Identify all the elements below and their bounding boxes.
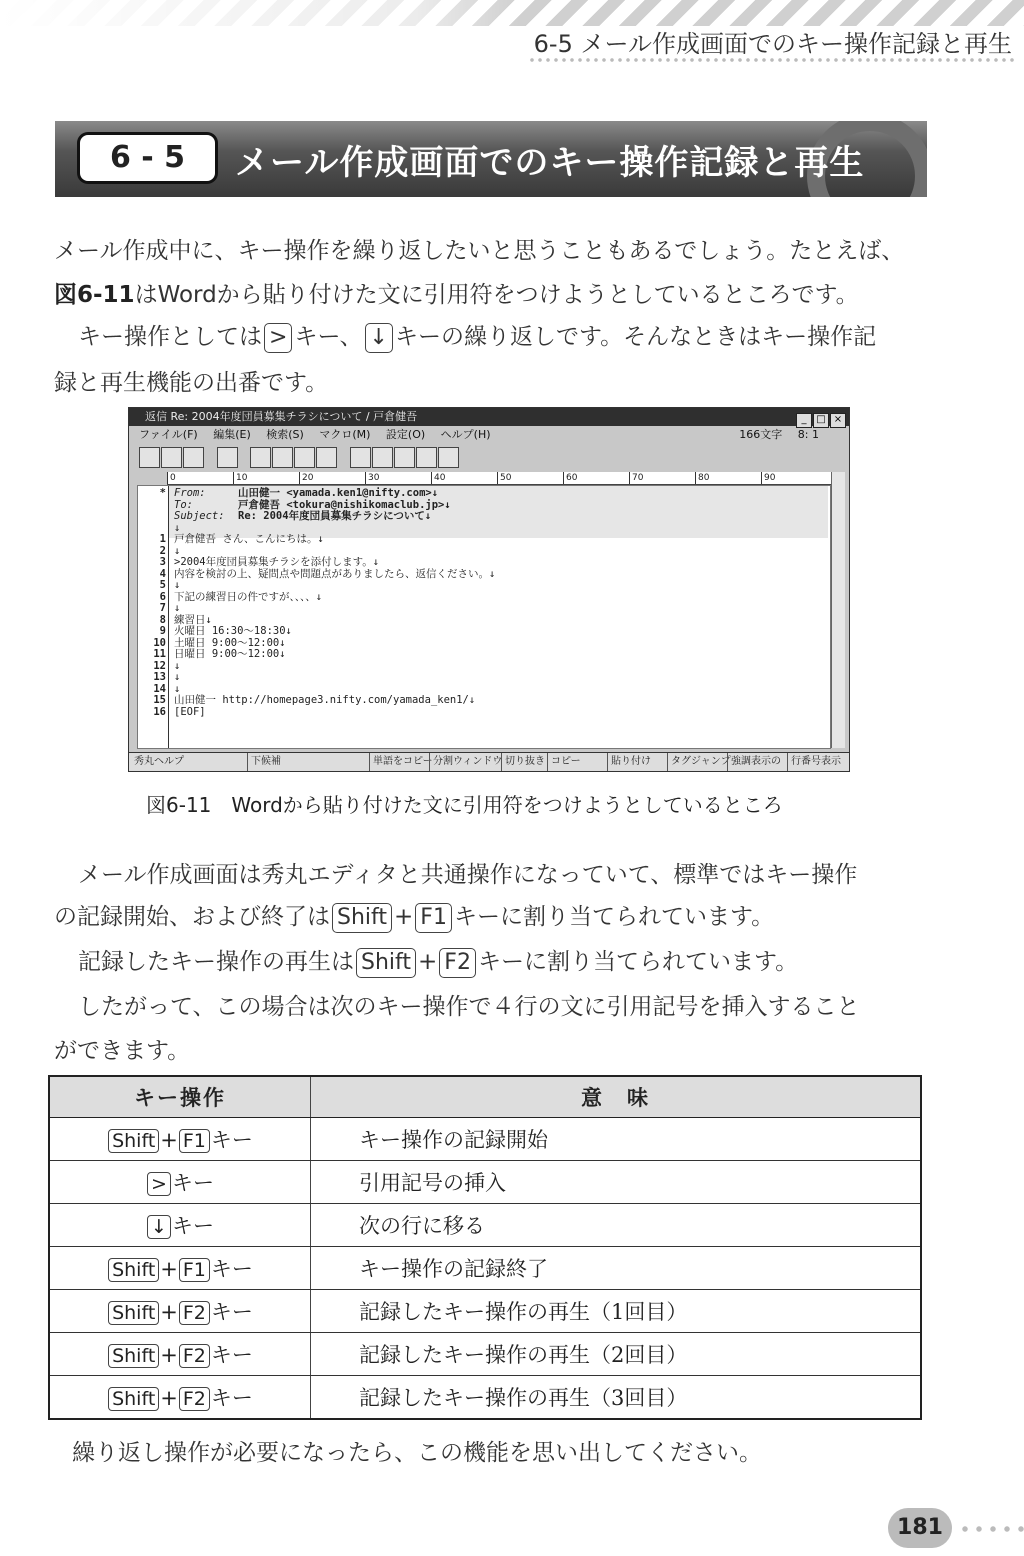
key-cell bbox=[49, 1376, 311, 1420]
editor-line bbox=[138, 556, 380, 569]
toolbar bbox=[129, 444, 849, 470]
line-number: 15 bbox=[153, 694, 166, 706]
key-cell bbox=[49, 1118, 311, 1161]
mail-header-line bbox=[138, 487, 439, 500]
key-down-arrow: ↓ bbox=[365, 323, 393, 353]
intro-line-3-b: キー、 bbox=[294, 324, 363, 350]
body-p1-line-2 bbox=[54, 898, 934, 933]
line-number: 9 bbox=[159, 625, 166, 637]
minimize-icon[interactable]: _ bbox=[796, 413, 812, 428]
header-meaning: 意 味 bbox=[311, 1076, 922, 1118]
section-banner bbox=[55, 121, 927, 197]
function-key-4[interactable]: 分割ウィンドウ bbox=[429, 753, 502, 771]
line-text: 練習日↓ bbox=[174, 613, 212, 626]
line-text: 火曜日 16:30〜18:30↓ bbox=[174, 625, 292, 637]
section-number: 6 - 5 bbox=[80, 135, 215, 181]
body-p1-a: の記録開始、および終了は bbox=[54, 904, 330, 930]
table-header-row bbox=[49, 1076, 921, 1118]
meaning-cell: 記録したキー操作の再生（3回目） bbox=[311, 1376, 922, 1420]
editor-line bbox=[138, 705, 206, 719]
menu-file[interactable]: ファイル(F) bbox=[139, 428, 198, 441]
key-suffix: キー bbox=[210, 1128, 253, 1152]
paste-icon[interactable] bbox=[316, 447, 337, 468]
line-number: 13 bbox=[153, 671, 166, 683]
intro-line-1: メール作成中に、キー操作を繰り返したいと思うこともあるでしょう。たとえば、 bbox=[54, 238, 905, 264]
key-operation-table bbox=[48, 1075, 922, 1420]
plus-sign: + bbox=[160, 1300, 178, 1324]
plus-sign: + bbox=[394, 904, 414, 930]
line-number: 3 bbox=[159, 556, 166, 568]
meaning-cell: 次の行に移る bbox=[311, 1204, 922, 1247]
line-text: ↓ bbox=[174, 602, 181, 614]
table-row bbox=[49, 1333, 921, 1376]
line-text: >2004年度団員募集チラシを添付します。↓ bbox=[174, 556, 380, 568]
header-marker: * bbox=[159, 487, 166, 499]
menu-help[interactable]: ヘルプ(H) bbox=[440, 428, 491, 441]
closing-text: 繰り返し操作が必要になったら、この機能を思い出してください。 bbox=[72, 1440, 762, 1466]
line-text: ↓ bbox=[174, 521, 181, 534]
menu-edit[interactable]: 編集(E) bbox=[213, 428, 251, 441]
line-number: 16 bbox=[153, 705, 166, 718]
line-text: ↓ bbox=[174, 544, 181, 557]
editor-line bbox=[138, 579, 181, 592]
key-cap: F1 bbox=[179, 1129, 210, 1153]
line-text: 土曜日 9:00〜12:00↓ bbox=[174, 636, 286, 649]
menu-settings[interactable]: 設定(O) bbox=[385, 428, 426, 441]
editor-screenshot bbox=[128, 407, 850, 772]
line-text: 戸倉健吾 さん、こんにちは。↓ bbox=[174, 533, 324, 545]
running-header: 6-5 メール作成画面でのキー操作記録と再生 bbox=[533, 30, 1012, 58]
save-icon[interactable] bbox=[350, 447, 371, 468]
function-key-7[interactable]: 貼り付け bbox=[607, 753, 651, 771]
key-greater-than: > bbox=[264, 323, 292, 353]
plus-sign: + bbox=[160, 1257, 178, 1281]
header-stripes-fade bbox=[0, 0, 520, 26]
editor-text-area[interactable] bbox=[137, 485, 831, 749]
table-row bbox=[49, 1118, 921, 1161]
key-cap: Shift bbox=[108, 1344, 159, 1368]
meaning-cell: キー操作の記録開始 bbox=[311, 1118, 922, 1161]
key-cap: F1 bbox=[179, 1258, 210, 1282]
line-number: 1 bbox=[159, 533, 166, 545]
editor-line bbox=[138, 694, 476, 707]
key-cell bbox=[49, 1161, 311, 1204]
line-number: 4 bbox=[159, 567, 166, 580]
key-cap: Shift bbox=[108, 1129, 159, 1153]
close-icon[interactable]: × bbox=[830, 413, 846, 428]
line-number: 8 bbox=[159, 613, 166, 626]
line-number: 14 bbox=[153, 682, 166, 695]
cursor-position: 8: 1 bbox=[797, 428, 819, 441]
header-value: 山田健一 <yamada.ken1@nifty.com>↓ bbox=[238, 487, 439, 499]
header-value: Re: 2004年度団員募集チラシについて↓ bbox=[238, 510, 432, 522]
ruler-mark: 40 bbox=[431, 472, 497, 484]
ruler-mark: 90 bbox=[761, 472, 827, 484]
intro-line-3-a: キー操作としては bbox=[78, 324, 262, 350]
body-p1-b: キーに割り当てられています。 bbox=[453, 904, 775, 930]
line-number: 11 bbox=[153, 648, 166, 660]
editor-line bbox=[138, 533, 324, 546]
maximize-icon[interactable]: □ bbox=[813, 413, 829, 428]
send-now-icon[interactable] bbox=[161, 447, 182, 468]
table-row bbox=[49, 1247, 921, 1290]
line-text: 山田健一 http://homepage3.nifty.com/yamada_ken1/↓ bbox=[174, 694, 476, 706]
line-number: 7 bbox=[159, 602, 166, 614]
figure-reference: 図6-11 bbox=[54, 282, 135, 308]
line-text: [EOF] bbox=[174, 705, 206, 718]
line-number: 10 bbox=[153, 636, 166, 649]
meaning-cell: キー操作の記録終了 bbox=[311, 1247, 922, 1290]
ruler-mark: 50 bbox=[497, 472, 563, 484]
editor-line bbox=[138, 625, 292, 638]
table-row bbox=[49, 1376, 921, 1420]
key-cap: F2 bbox=[179, 1387, 210, 1411]
intro-line-4: 録と再生機能の出番です。 bbox=[54, 370, 329, 396]
table-row bbox=[49, 1290, 921, 1333]
function-key-5[interactable]: 切り抜き bbox=[501, 753, 545, 771]
ruler-mark: 60 bbox=[563, 472, 629, 484]
editor-line bbox=[138, 671, 181, 684]
page-number: 181 bbox=[888, 1508, 952, 1548]
key-suffix: キー bbox=[210, 1300, 253, 1324]
function-key-10[interactable]: 行番号表示 bbox=[787, 753, 841, 771]
line-text: 下記の練習日の件ですが、、、、↓ bbox=[174, 590, 323, 603]
plus-sign: + bbox=[160, 1128, 178, 1152]
editor-line bbox=[138, 602, 181, 615]
editor-line bbox=[138, 648, 286, 661]
key-suffix: キー bbox=[210, 1257, 253, 1281]
cut-icon[interactable] bbox=[294, 447, 315, 468]
attach-icon[interactable] bbox=[217, 447, 238, 468]
window-titlebar bbox=[129, 408, 849, 426]
plus-sign: + bbox=[160, 1386, 178, 1410]
key-suffix: キー bbox=[210, 1386, 253, 1410]
page-number-dots bbox=[958, 1526, 1024, 1532]
ruler-mark: 0 bbox=[167, 472, 233, 484]
body-p3-line-1: したがって、この場合は次のキー操作で４行の文に引用記号を挿入すること bbox=[78, 994, 860, 1020]
key-cell bbox=[49, 1204, 311, 1247]
key-cap: Shift bbox=[108, 1387, 159, 1411]
intro-line-2 bbox=[54, 276, 934, 309]
ruler bbox=[167, 472, 837, 485]
line-text: ↓ bbox=[174, 659, 181, 672]
body-p3-line-2: ができます。 bbox=[54, 1038, 191, 1064]
figure-caption: 図6-11 Wordから貼り付けた文に引用符をつけようとしているところ bbox=[146, 793, 783, 817]
header-line-text bbox=[174, 511, 431, 523]
undo-icon[interactable] bbox=[250, 447, 271, 468]
ruler-mark: 70 bbox=[629, 472, 695, 484]
key-cap: Shift bbox=[108, 1258, 159, 1282]
meaning-cell: 記録したキー操作の再生（2回目） bbox=[311, 1333, 922, 1376]
key-suffix: キー bbox=[171, 1171, 214, 1195]
header-key-operation: キー操作 bbox=[49, 1076, 311, 1118]
ruler-mark: 30 bbox=[365, 472, 431, 484]
body-p2 bbox=[78, 943, 958, 978]
address-book-icon[interactable] bbox=[183, 447, 204, 468]
line-number: 2 bbox=[159, 544, 166, 557]
key-cap: F2 bbox=[179, 1344, 210, 1368]
key-f2: F2 bbox=[439, 948, 476, 978]
key-suffix: キー bbox=[171, 1214, 214, 1238]
spellcheck-icon[interactable] bbox=[438, 447, 459, 468]
section-title: メール作成画面でのキー操作記録と再生 bbox=[235, 143, 865, 183]
header-label: Subject: bbox=[174, 510, 225, 522]
char-status bbox=[739, 426, 831, 444]
line-text: 内容を検討の上、疑問点や問題点がありましたら、返信ください。↓ bbox=[174, 567, 496, 580]
line-text: ↓ bbox=[174, 579, 181, 591]
key-shift: Shift bbox=[332, 903, 392, 933]
key-cell bbox=[49, 1333, 311, 1376]
menu-macro[interactable]: マクロ(M) bbox=[319, 428, 371, 441]
ruler-mark: 80 bbox=[695, 472, 761, 484]
copy-icon[interactable] bbox=[272, 447, 293, 468]
find-prev-icon[interactable] bbox=[416, 447, 437, 468]
intro-line-2-text: はWordから貼り付けた文に引用符をつけようとしているところです。 bbox=[134, 282, 859, 308]
body-p1-line-1: メール作成画面は秀丸エディタと共通操作になっていて、標準ではキー操作 bbox=[78, 862, 858, 888]
mail-header-line bbox=[138, 498, 451, 512]
find-icon[interactable] bbox=[372, 447, 393, 468]
find-next-icon[interactable] bbox=[394, 447, 415, 468]
plus-sign: + bbox=[418, 949, 438, 975]
key-cap: Shift bbox=[108, 1301, 159, 1325]
send-later-icon[interactable] bbox=[139, 447, 160, 468]
function-key-9[interactable]: 強調表示の bbox=[727, 753, 781, 771]
key-cap: F2 bbox=[179, 1301, 210, 1325]
ruler-mark: 20 bbox=[299, 472, 365, 484]
line-number: 12 bbox=[153, 659, 166, 672]
body-p2-a: 記録したキー操作の再生は bbox=[78, 949, 354, 975]
plus-sign: + bbox=[160, 1343, 178, 1367]
key-shift: Shift bbox=[356, 948, 416, 978]
function-key-8[interactable]: タグジャンプ bbox=[667, 753, 731, 771]
char-count: 166文字 bbox=[739, 428, 783, 441]
key-f1: F1 bbox=[415, 903, 452, 933]
body-p2-b: キーに割り当てられています。 bbox=[477, 949, 799, 975]
key-cell bbox=[49, 1290, 311, 1333]
header-dot-rule bbox=[528, 58, 1018, 62]
window-title: 返信 Re: 2004年度団員募集チラシについて / 戸倉健吾 bbox=[145, 410, 418, 423]
key-cell bbox=[49, 1247, 311, 1290]
line-number: 5 bbox=[159, 579, 166, 591]
function-key-bar bbox=[129, 752, 849, 771]
table-row bbox=[49, 1161, 921, 1204]
line-text: ↓ bbox=[174, 671, 181, 683]
key-suffix: キー bbox=[210, 1343, 253, 1367]
function-key-6[interactable]: コピー bbox=[547, 753, 581, 771]
key-cap: > bbox=[147, 1172, 171, 1196]
header-label: From: bbox=[174, 487, 206, 499]
function-key-1[interactable]: 秀丸ヘルプ bbox=[134, 756, 184, 767]
key-cap: ↓ bbox=[147, 1215, 171, 1239]
meaning-cell: 引用記号の挿入 bbox=[311, 1161, 922, 1204]
menu-search[interactable]: 検索(S) bbox=[266, 428, 304, 441]
line-text: 日曜日 9:00〜12:00↓ bbox=[174, 648, 286, 660]
meaning-cell: 記録したキー操作の再生（1回目） bbox=[311, 1290, 922, 1333]
line-text: ↓ bbox=[174, 682, 181, 695]
function-key-3[interactable]: 単語をコピー bbox=[369, 753, 433, 771]
line-number-gutter bbox=[168, 486, 169, 748]
line-number: 6 bbox=[159, 590, 166, 603]
header-value: 戸倉健吾 <tokura@nishikomaclub.jp>↓ bbox=[238, 498, 451, 511]
vertical-scrollbar[interactable] bbox=[831, 472, 845, 748]
header-label: To: bbox=[174, 498, 193, 511]
menubar bbox=[129, 426, 849, 444]
function-key-2[interactable]: 下候補 bbox=[247, 753, 281, 771]
mail-header-line bbox=[138, 510, 432, 523]
table-row bbox=[49, 1204, 921, 1247]
intro-line-3-c: キーの繰り返しです。そんなときはキー操作記 bbox=[394, 324, 877, 350]
ruler-mark: 10 bbox=[233, 472, 299, 484]
intro-line-3 bbox=[78, 318, 958, 353]
